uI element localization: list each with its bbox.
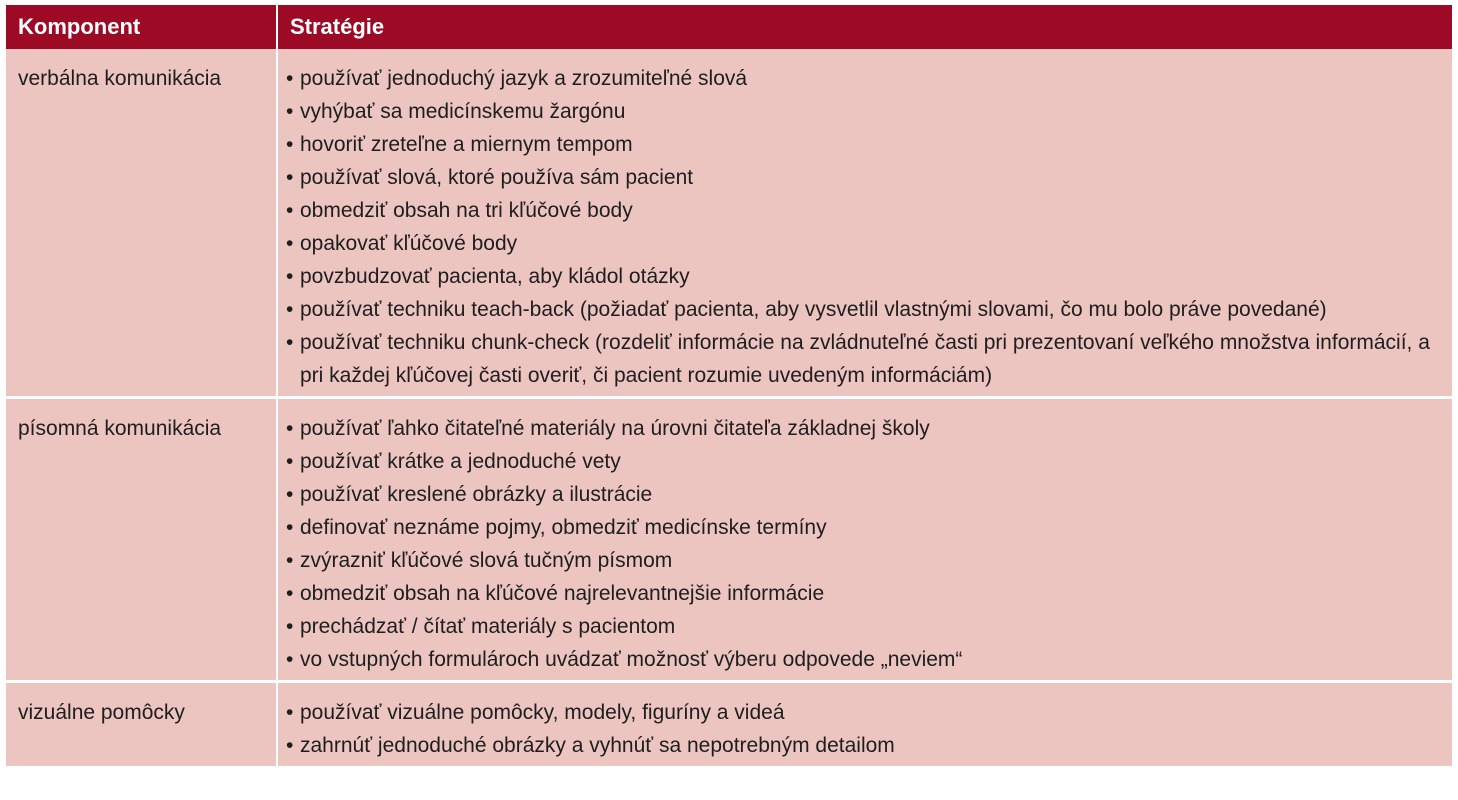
strategy-text: zvýrazniť kľúčové slová tučným písmom bbox=[300, 549, 673, 572]
bullet-icon: • bbox=[286, 450, 294, 473]
strategies-table-container bbox=[6, 5, 1452, 766]
strategy-text: používať ľahko čitateľné materiály na úrovni čitateľa základnej školy bbox=[300, 417, 930, 440]
bullet-icon: • bbox=[286, 298, 294, 321]
bullet-icon: • bbox=[286, 100, 294, 123]
strategy-list-item bbox=[286, 544, 1442, 577]
strategy-text: používať kreslené obrázky a ilustrácie bbox=[300, 483, 653, 506]
table-header-row bbox=[6, 5, 1452, 49]
strategy-text: používať vizuálne pomôcky, modely, figuríny a videá bbox=[300, 701, 785, 724]
strategy-list-item bbox=[286, 412, 1442, 445]
strategies-cell bbox=[277, 682, 1452, 767]
bullet-icon: • bbox=[286, 133, 294, 156]
strategy-text: hovoriť zreteľne a miernym tempom bbox=[300, 133, 633, 156]
strategy-text: vo vstupných formulároch uvádzať možnosť výberu odpovede „neviem“ bbox=[300, 648, 963, 671]
strategy-list bbox=[286, 696, 1442, 762]
table-row bbox=[6, 682, 1452, 767]
strategy-text: vyhýbať sa medicínskemu žargónu bbox=[300, 100, 626, 123]
table-row bbox=[6, 49, 1452, 398]
communication-strategies-table bbox=[6, 5, 1452, 766]
strategy-text: obmedziť obsah na tri kľúčové body bbox=[300, 199, 633, 222]
strategy-text: používať techniku chunk-check (rozdeliť informácie na zvládnuteľné časti pri prezentovaní veľkého množstva informácií, a pri každej kľúčovej časti overiť, či pacient rozumie uvedeným informáciám) bbox=[300, 331, 1430, 387]
component-cell: vizuálne pomôcky bbox=[6, 682, 277, 767]
strategy-list-item bbox=[286, 161, 1442, 194]
component-cell: písomná komunikácia bbox=[6, 398, 277, 682]
strategy-list-item bbox=[286, 610, 1442, 643]
strategy-text: prechádzať / čítať materiály s pacientom bbox=[300, 615, 676, 638]
strategy-list-item bbox=[286, 326, 1442, 392]
strategy-list-item bbox=[286, 62, 1442, 95]
table-row bbox=[6, 398, 1452, 682]
strategy-list-item bbox=[286, 95, 1442, 128]
strategy-list-item bbox=[286, 729, 1442, 762]
bullet-icon: • bbox=[286, 67, 294, 90]
strategy-text: definovať neznáme pojmy, obmedziť medicínske termíny bbox=[300, 516, 827, 539]
bullet-icon: • bbox=[286, 417, 294, 440]
strategy-text: používať techniku teach-back (požiadať pacienta, aby vysvetlil vlastnými slovami, čo mu bolo práve povedané) bbox=[300, 298, 1327, 321]
component-cell: verbálna komunikácia bbox=[6, 49, 277, 398]
bullet-icon: • bbox=[286, 331, 294, 354]
strategy-list-item bbox=[286, 128, 1442, 161]
strategies-cell bbox=[277, 49, 1452, 398]
strategy-text: používať jednoduchý jazyk a zrozumiteľné slová bbox=[300, 67, 748, 90]
bullet-icon: • bbox=[286, 516, 294, 539]
strategy-list-item bbox=[286, 445, 1442, 478]
bullet-icon: • bbox=[286, 701, 294, 724]
strategy-text: obmedziť obsah na kľúčové najrelevantnejšie informácie bbox=[300, 582, 825, 605]
strategy-list-item bbox=[286, 227, 1442, 260]
bullet-icon: • bbox=[286, 232, 294, 255]
strategy-list-item bbox=[286, 478, 1442, 511]
strategy-text: zahrnúť jednoduché obrázky a vyhnúť sa nepotrebným detailom bbox=[300, 734, 895, 757]
strategy-list-item bbox=[286, 194, 1442, 227]
bullet-icon: • bbox=[286, 265, 294, 288]
header-strategies: Stratégie bbox=[277, 5, 1452, 49]
strategy-list-item bbox=[286, 511, 1442, 544]
bullet-icon: • bbox=[286, 582, 294, 605]
strategies-cell bbox=[277, 398, 1452, 682]
bullet-icon: • bbox=[286, 166, 294, 189]
strategy-list-item bbox=[286, 643, 1442, 676]
bullet-icon: • bbox=[286, 483, 294, 506]
strategy-list-item bbox=[286, 577, 1442, 610]
header-component: Komponent bbox=[6, 5, 277, 49]
strategy-list-item bbox=[286, 293, 1442, 326]
strategy-list-item bbox=[286, 696, 1442, 729]
bullet-icon: • bbox=[286, 549, 294, 572]
strategy-text: opakovať kľúčové body bbox=[300, 232, 518, 255]
strategy-list bbox=[286, 62, 1442, 392]
strategy-text: používať slová, ktoré používa sám pacient bbox=[300, 166, 694, 189]
bullet-icon: • bbox=[286, 734, 294, 757]
bullet-icon: • bbox=[286, 199, 294, 222]
bullet-icon: • bbox=[286, 615, 294, 638]
table-body bbox=[6, 49, 1452, 766]
strategy-list bbox=[286, 412, 1442, 676]
strategy-text: povzbudzovať pacienta, aby kládol otázky bbox=[300, 265, 690, 288]
bullet-icon: • bbox=[286, 648, 294, 671]
strategy-text: používať krátke a jednoduché vety bbox=[300, 450, 621, 473]
strategy-list-item bbox=[286, 260, 1442, 293]
